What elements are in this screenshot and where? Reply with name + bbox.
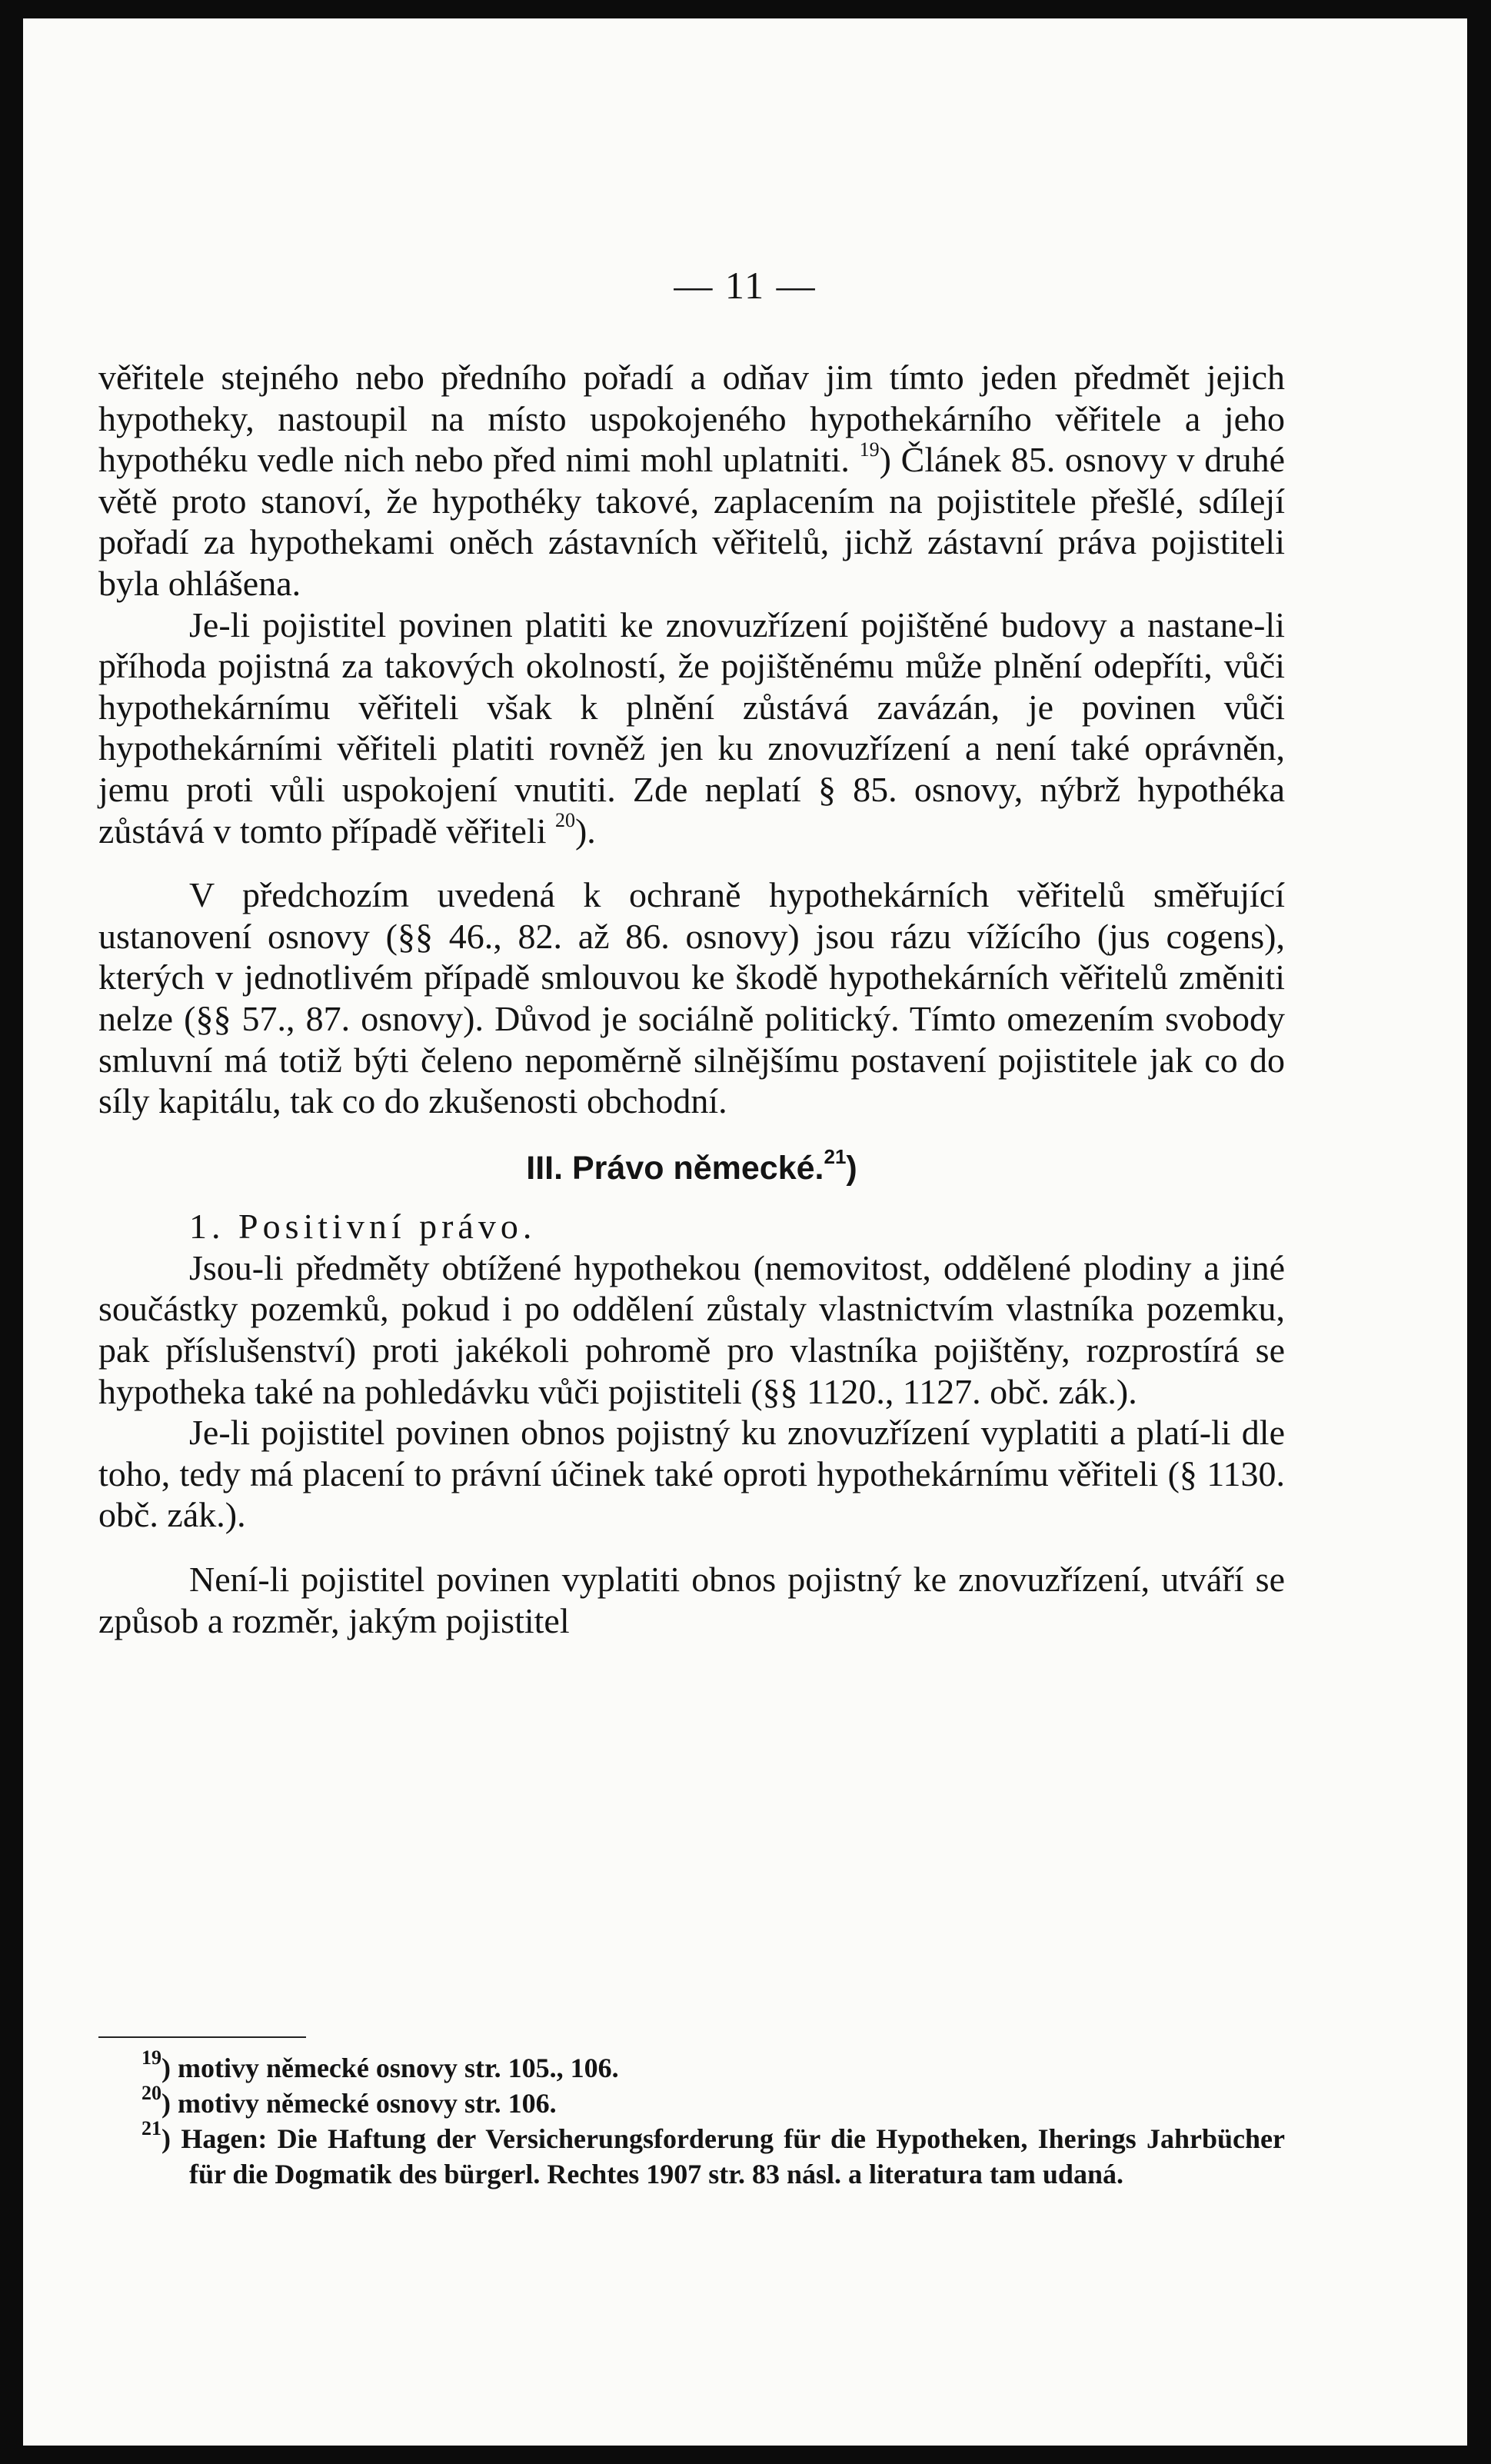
section-heading — [98, 1145, 1285, 1190]
paragraph-5: Je-li pojistitel povinen obnos pojistný ku znovuzřízení vyplatiti a platí-li dle toho, tedy má placení to právní účinek také oproti hypothekárnímu věřiteli (§ 1130. obč. zák.). — [98, 1413, 1285, 1535]
footnote-ref-19: 19 — [859, 438, 880, 461]
page-number: — 11 — — [674, 264, 817, 307]
book-page — [23, 18, 1467, 2446]
footnote-rule — [98, 2036, 306, 2038]
footnote — [98, 2117, 1285, 2192]
footnote-text: ) Hagen: Die Haftung der Versicherungsforderung für die Hypotheken, Iherings Jahrbücher für die Dogmatik des bürgerl. Rechtes 1907 str. 83 násl. a literatura tam udaná. — [161, 2123, 1285, 2189]
footnote-text: ) motivy německé osnovy str. 105., 106. — [161, 2053, 619, 2083]
footnotes — [98, 2046, 1285, 2192]
paragraph-1-text: věřitele stejného nebo předního pořadí a odňav jim tímto jeden předmět jejich hypotheky, nastoupil na místo uspokojeného hypothekárního věřitele a jeho hypothéku vedle nich nebo před nimi mohl uplatniti. — [98, 358, 1285, 480]
footnote — [98, 2046, 1285, 2086]
paragraph-6: Není-li pojistitel povinen vyplatiti obnos pojistný ke znovuzřízení, utváří se způsob a rozměr, jakým pojistitel — [98, 1560, 1285, 1640]
footnote-text: ) motivy německé osnovy str. 106. — [161, 2088, 557, 2119]
section-heading-text: III. Právo německé. — [526, 1149, 824, 1187]
footnote-ref-20: 20 — [554, 809, 575, 832]
paragraph-3: V předchozím uvedená k ochraně hypothekárních věřitelů směřující ustanovení osnovy (§§ 46., 82. až 86. osnovy) jsou rázu vížícího (jus cogens), kterých v jednotlivém případě smlouvou ke škodě hypothekárních věřitelů změniti nelze (§§ 57., 87. osnovy). Důvod je sociálně politický. Tímto omezením svobody smluvní má totiž býti čeleno nepoměrně silnějšímu postavení pojistitele jak co do síly kapitálu, tak co do zkušenosti obchodní. — [98, 875, 1285, 1121]
footnote-mark: 21 — [141, 2117, 161, 2139]
spacer — [98, 1536, 1285, 1559]
footnote-ref-21: 21 — [824, 1145, 847, 1169]
body-text — [98, 357, 1285, 1641]
paragraph-1 — [98, 357, 1285, 604]
spacer — [98, 851, 1285, 874]
footnote — [98, 2082, 1285, 2121]
paragraph-2-text: Je-li pojistitel povinen platiti ke znovuzřízení pojištěné budovy a nastane-li příhoda pojistná za takových okolností, že pojištěnému může plnění odepříti, vůči hypothekárnímu věřiteli však k plnění zůstává zavázán, je povinen vůči hypothekárními věřiteli platiti rovněž jen ku znovuzřízení a není také oprávněn, jemu proti vůli uspokojení vnutiti. Zde neplatí § 85. osnovy, nýbrž hypothéka zůstává v tomto případě věřiteli — [98, 604, 1285, 851]
paragraph-2 — [98, 604, 1285, 852]
subsection-heading: 1. Positivní právo. — [189, 1207, 537, 1247]
section-heading-tail: ) — [846, 1149, 857, 1187]
paragraph-4: Jsou-li předměty obtížené hypothekou (nemovitost, oddělené plodiny a jiné součástky pozemků, pokud i po oddělení zůstaly vlastnictvím vlastníka pozemku, pak příslušenství) proti jakékoli pohromě pro vlastníka pojištěny, rozprostírá se hypotheka také na pohledávku vůči pojistiteli (§§ 1120., 1127. obč. zák.). — [98, 1247, 1285, 1411]
paragraph-1-tail: ) Článek 85. osnovy v druhé větě proto stanoví, že hypothéky takové, zaplacením na pojistitele přešlé, sdílejí pořadí za hypothekami oněch zástavních věřitelů, jichž zástavní práva pojistiteli byla ohlášena. — [98, 440, 1285, 603]
footnote-mark: 19 — [141, 2046, 161, 2069]
footnote-mark: 20 — [141, 2082, 161, 2104]
paragraph-2-tail: ). — [574, 811, 596, 851]
